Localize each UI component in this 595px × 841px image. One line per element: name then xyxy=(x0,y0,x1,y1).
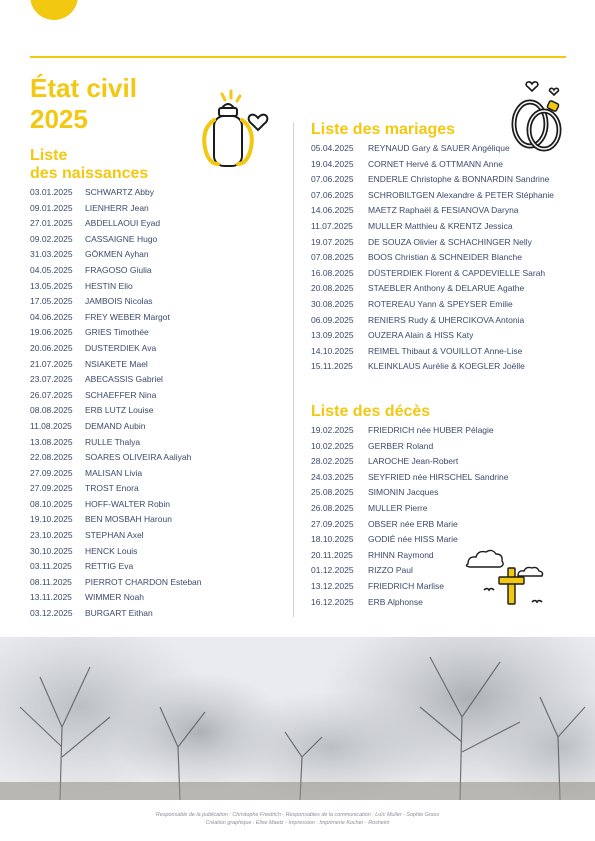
births-title-line2: des naissances xyxy=(30,165,149,182)
births-entry xyxy=(30,606,202,622)
births-entry-date: 30.10.2025 xyxy=(30,545,73,556)
births-entry xyxy=(30,512,202,528)
marriages-entry-name: MAETZ Raphaël & FESIANOVA Daryna xyxy=(368,205,519,216)
births-entry-date: 20.06.2025 xyxy=(30,342,73,353)
births-entry-date: 13.11.2025 xyxy=(30,592,72,603)
births-entry-name: PIERROT CHARDON Esteban xyxy=(85,576,202,587)
births-entry-date: 19.06.2025 xyxy=(30,327,73,338)
births-entry-name: CASSAIGNE Hugo xyxy=(85,233,158,244)
marriages-entry-date: 19.07.2025 xyxy=(311,236,354,247)
births-entry-date: 08.10.2025 xyxy=(30,498,73,509)
deaths-entry-date: 19.02.2025 xyxy=(311,425,354,435)
deaths-entry-name: LAROCHE Jean-Robert xyxy=(368,456,459,467)
births-entry-name: FREY WEBER Margot xyxy=(85,311,170,322)
deaths-entry xyxy=(311,517,508,533)
deaths-entry-date: 18.10.2025 xyxy=(311,534,354,545)
births-entry-name: FRAGOSO Giulia xyxy=(85,264,152,275)
deaths-entry-date: 16.12.2025 xyxy=(311,596,354,607)
marriages-entry-name: STAEBLER Anthony & DELARUE Agathe xyxy=(368,283,525,294)
births-entry-date: 04.06.2025 xyxy=(30,311,73,322)
births-entry-name: MALISAN Livia xyxy=(85,467,143,478)
page-title xyxy=(30,73,210,135)
deaths-entry-name: FRIEDRICH Marlise xyxy=(368,580,445,591)
births-entry xyxy=(30,528,202,544)
marriages-list xyxy=(311,141,554,375)
marriages-entry-date: 30.08.2025 xyxy=(311,298,354,309)
deaths-entry-date: 27.09.2025 xyxy=(311,518,354,529)
deaths-entry-date: 25.08.2025 xyxy=(311,487,354,498)
marriages-entry-date: 07.06.2025 xyxy=(311,189,354,200)
births-entry-date: 13.05.2025 xyxy=(30,280,73,291)
births-entry-name: HENCK Louis xyxy=(85,545,138,556)
marriages-entry-name: SCHROBILTGEN Alexandre & PETER Stéphanie xyxy=(368,189,554,200)
deaths-entry-name: OBSER née ERB Marie xyxy=(368,518,458,529)
births-entry-date: 23.07.2025 xyxy=(30,374,73,385)
top-divider xyxy=(30,56,566,58)
marriages-entry-name: MULLER Matthieu & KRENTZ Jessica xyxy=(368,220,513,231)
deaths-entry-date: 26.08.2025 xyxy=(311,502,354,513)
deaths-entry xyxy=(311,423,508,439)
births-entry-name: RULLE Thalya xyxy=(85,436,141,447)
births-entry-name: NSIAKETE Mael xyxy=(85,358,148,369)
births-entry-date: 22.08.2025 xyxy=(30,452,73,463)
births-entry xyxy=(30,497,202,513)
column-divider xyxy=(293,122,294,617)
marriages-entry xyxy=(311,219,554,235)
marriages-entry-date: 14.06.2025 xyxy=(311,205,354,216)
deaths-entry-date: 20.11.2025 xyxy=(311,549,353,560)
deaths-entry-name: GERBER Roland xyxy=(368,440,434,451)
births-entry-date: 27.01.2025 xyxy=(30,218,73,229)
births-entry xyxy=(30,263,202,279)
marriages-entry xyxy=(311,344,554,360)
deaths-entry xyxy=(311,439,508,455)
births-entry-name: ABDELLAOUI Eyad xyxy=(85,218,161,229)
deaths-entry-name: SEYFRIED née HIRSCHEL Sandrine xyxy=(368,471,509,482)
footer-line2: Création graphique : Elise Maetz - Impression : Imprimerie Kocher - Rosheim xyxy=(205,820,390,826)
marriages-entry-name: BOOS Christian & SCHNEIDER Blanche xyxy=(368,252,522,263)
births-entry-date: 09.01.2025 xyxy=(30,202,73,213)
births-entry xyxy=(30,279,202,295)
births-entry-date: 04.05.2025 xyxy=(30,264,73,275)
births-entry-name: DUSTERDIEK Ava xyxy=(85,342,157,353)
marriages-entry-date: 11.07.2025 xyxy=(311,220,353,231)
births-entry xyxy=(30,247,202,263)
deaths-entry-name: MULLER Pierre xyxy=(368,502,428,513)
marriages-entry xyxy=(311,235,554,251)
marriages-entry-name: ENDERLE Christophe & BONNARDIN Sandrine xyxy=(368,174,550,185)
births-entry xyxy=(30,372,202,388)
births-entry xyxy=(30,559,202,575)
deaths-section-title: Liste des décès xyxy=(311,403,431,420)
page-title-line1: État civil xyxy=(30,73,137,103)
births-entry-date: 27.09.2025 xyxy=(30,467,73,478)
births-entry xyxy=(30,341,202,357)
births-entry-name: WIMMER Noah xyxy=(85,592,145,603)
births-entry-date: 03.11.2025 xyxy=(30,561,72,572)
deaths-entry-date: 13.12.2025 xyxy=(311,580,354,591)
marriages-entry-name: DÜSTERDIEK Florent & CAPDEVIELLE Sarah xyxy=(368,267,546,278)
births-entry-name: TROST Enora xyxy=(85,483,139,494)
marriages-entry-date: 19.04.2025 xyxy=(311,158,354,169)
cross-icon xyxy=(462,546,546,614)
marriages-entry-date: 20.08.2025 xyxy=(311,283,354,294)
births-entry-date: 11.08.2025 xyxy=(30,420,72,431)
births-entry-date: 31.03.2025 xyxy=(30,249,73,260)
births-entry-date: 03.12.2025 xyxy=(30,608,73,619)
page-title-line2: 2025 xyxy=(30,104,88,134)
births-entry xyxy=(30,403,202,419)
births-entry-date: 08.08.2025 xyxy=(30,405,73,416)
marriages-entry-name: RENIERS Rudy & UHERCIKOVA Antonia xyxy=(368,314,525,325)
births-title-line1: Liste xyxy=(30,147,68,164)
marriages-entry xyxy=(311,250,554,266)
marriages-entry-name: REYNAUD Gary & SAUER Angélique xyxy=(368,143,510,153)
marriages-entry xyxy=(311,203,554,219)
deaths-entry-date: 01.12.2025 xyxy=(311,565,354,576)
births-entry-name: LIENHERR Jean xyxy=(85,202,149,213)
births-entry xyxy=(30,419,202,435)
births-entry-date: 08.11.2025 xyxy=(30,576,72,587)
births-entry-name: ERB LUTZ Louise xyxy=(85,405,154,416)
deaths-entry xyxy=(311,454,508,470)
winter-trees-illustration xyxy=(0,637,595,800)
births-entry-name: GRIES Timothée xyxy=(85,327,149,338)
births-entry xyxy=(30,435,202,451)
marriages-entry-date: 07.06.2025 xyxy=(311,174,354,185)
births-entry-date: 27.09.2025 xyxy=(30,483,73,494)
births-entry-name: HOFF-WALTER Robin xyxy=(85,498,171,509)
deaths-entry-date: 24.03.2025 xyxy=(311,471,354,482)
marriages-entry xyxy=(311,266,554,282)
births-entry-date: 17.05.2025 xyxy=(30,296,73,307)
births-entry xyxy=(30,325,202,341)
deaths-entry xyxy=(311,485,508,501)
deaths-entry-name: ERB Alphonse xyxy=(368,596,423,607)
deaths-entry-name: SIMONIN Jacques xyxy=(368,487,439,498)
winter-trees-photo xyxy=(0,637,595,800)
footer-credits xyxy=(0,811,595,827)
births-entry-name: SCHAEFFER Nina xyxy=(85,389,157,400)
births-entry xyxy=(30,310,202,326)
footer-line1: Responsable de la publication : Christophe Friedrich - Responsables de la communication : Loïc Muller - Sophie Grass xyxy=(155,812,440,818)
births-entry xyxy=(30,216,202,232)
births-entry-name: GÖKMEN Ayhan xyxy=(85,249,149,260)
births-entry xyxy=(30,544,202,560)
marriages-entry xyxy=(311,188,554,204)
marriages-entry-name: REIMEL Thibaut & VOUILLOT Anne-Lise xyxy=(368,345,523,356)
births-entry-date: 13.08.2025 xyxy=(30,436,73,447)
deaths-entry-name: GODIÉ née HISS Marie xyxy=(368,534,458,545)
births-entry-name: SOARES OLIVEIRA Aaliyah xyxy=(85,452,192,463)
deaths-entry-date: 28.02.2025 xyxy=(311,456,354,467)
deaths-entry-name: RHINN Raymond xyxy=(368,549,434,560)
births-entry-date: 09.02.2025 xyxy=(30,233,73,244)
births-entry-name: STEPHAN Axel xyxy=(85,530,144,541)
births-entry-name: BEN MOSBAH Haroun xyxy=(85,514,172,525)
deaths-entry xyxy=(311,501,508,517)
births-entry xyxy=(30,357,202,373)
decorative-circle xyxy=(30,0,78,20)
births-entry-name: DEMAND Aubin xyxy=(85,420,146,431)
marriages-entry-date: 05.04.2025 xyxy=(311,143,354,153)
deaths-entry xyxy=(311,470,508,486)
births-entry-date: 21.07.2025 xyxy=(30,358,73,369)
births-entry xyxy=(30,481,202,497)
marriages-entry-name: OUZERA Alain & HISS Katy xyxy=(368,330,474,341)
marriages-entry-name: DE SOUZA Olivier & SCHACHINGER Nelly xyxy=(368,236,532,247)
marriages-entry-name: KLEINKLAUS Aurélie & KOEGLER Joëlle xyxy=(368,361,525,372)
births-entry xyxy=(30,185,202,201)
marriages-entry-date: 06.09.2025 xyxy=(311,314,354,325)
births-entry-date: 03.01.2025 xyxy=(30,187,73,197)
marriages-section-title: Liste des mariages xyxy=(311,121,456,138)
births-entry xyxy=(30,388,202,404)
marriages-entry-date: 16.08.2025 xyxy=(311,267,354,278)
births-entry xyxy=(30,575,202,591)
births-entry xyxy=(30,232,202,248)
births-entry-date: 23.10.2025 xyxy=(30,530,73,541)
births-entry-name: SCHWARTZ Abby xyxy=(85,187,154,197)
marriages-entry-name: ROTEREAU Yann & SPEYSER Emilie xyxy=(368,298,513,309)
births-entry-name: ABECASSIS Gabriel xyxy=(85,374,163,385)
marriages-entry xyxy=(311,141,554,157)
births-entry xyxy=(30,294,202,310)
marriages-entry-date: 15.11.2025 xyxy=(311,361,353,372)
births-section-title xyxy=(30,147,190,183)
marriages-entry xyxy=(311,281,554,297)
births-entry-date: 26.07.2025 xyxy=(30,389,73,400)
marriages-entry-name: CORNET Hervé & OTTMANN Anne xyxy=(368,158,503,169)
births-entry-date: 19.10.2025 xyxy=(30,514,73,525)
marriages-entry-date: 07.08.2025 xyxy=(311,252,354,263)
marriages-entry xyxy=(311,359,554,375)
births-entry-name: JAMBOIS Nicolas xyxy=(85,296,153,307)
births-entry-name: RETTIG Eva xyxy=(85,561,134,572)
marriages-entry xyxy=(311,172,554,188)
deaths-entry-name: RIZZO Paul xyxy=(368,565,413,576)
marriages-entry-date: 13.09.2025 xyxy=(311,330,354,341)
births-entry xyxy=(30,450,202,466)
births-list xyxy=(30,185,202,622)
marriages-entry xyxy=(311,328,554,344)
births-entry xyxy=(30,201,202,217)
baby-bottle-icon xyxy=(192,88,274,174)
marriages-entry xyxy=(311,313,554,329)
marriages-entry xyxy=(311,157,554,173)
marriages-entry-date: 14.10.2025 xyxy=(311,345,354,356)
deaths-entry-date: 10.02.2025 xyxy=(311,440,354,451)
births-entry-name: HESTIN Elio xyxy=(85,280,133,291)
deaths-entry-name: FRIEDRICH née HUBER Pélagie xyxy=(368,425,494,435)
marriages-entry xyxy=(311,297,554,313)
births-entry-name: BURGART Eithan xyxy=(85,608,153,619)
births-entry xyxy=(30,590,202,606)
births-entry xyxy=(30,466,202,482)
